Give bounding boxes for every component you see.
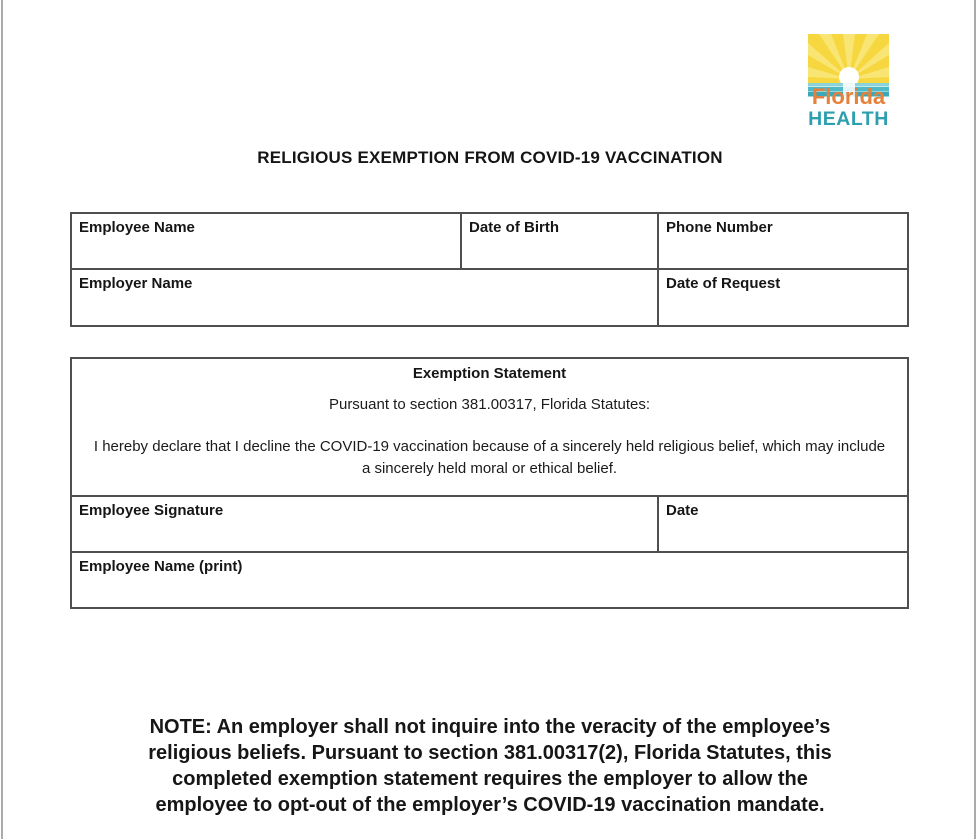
pursuant-text: Pursuant to section 381.00317, Florida Statutes: xyxy=(328,396,651,413)
employee-signature-label: Employee Signature xyxy=(79,502,224,519)
info-row-1 xyxy=(72,214,907,270)
statement-row xyxy=(72,359,907,497)
employer-name-field[interactable] xyxy=(72,270,659,326)
logo-word-florida: Florida xyxy=(811,84,886,109)
name-print-row xyxy=(72,553,907,607)
declaration-text: I hereby declare that I decline the COVID-19 vaccination because of a sincerely held religious belief, which may include a sincerely held moral or ethical belief. xyxy=(93,438,886,477)
date-of-birth-field[interactable] xyxy=(462,214,659,268)
note-line-4: employee to opt-out of the employer’s COVID-19 vaccination mandate. xyxy=(155,794,825,816)
note-line-2: religious beliefs. Pursuant to section 381.00317(2), Florida Statutes, this xyxy=(148,742,832,764)
date-of-birth-label: Date of Birth xyxy=(469,219,559,236)
exemption-statement-cell xyxy=(72,359,907,495)
date-of-request-label: Date of Request xyxy=(666,275,781,292)
note-line-3: completed exemption statement requires the employer to allow the xyxy=(172,768,808,790)
employer-name-label: Employer Name xyxy=(79,275,193,292)
florida-health-logo xyxy=(807,33,890,127)
employee-name-field[interactable] xyxy=(72,214,462,268)
employer-note xyxy=(0,714,980,818)
logo-word-health: HEALTH xyxy=(808,108,889,127)
exemption-statement-table xyxy=(70,357,909,609)
signature-row xyxy=(72,497,907,553)
info-row-2 xyxy=(72,270,907,326)
employee-name-print-field[interactable] xyxy=(72,553,907,607)
date-of-request-field[interactable] xyxy=(659,270,907,326)
note-line-1: NOTE: An employer shall not inquire into the veracity of the employee’s xyxy=(149,716,831,738)
date-label: Date xyxy=(666,502,699,519)
employee-signature-field[interactable] xyxy=(72,497,659,551)
employee-name-label: Employee Name xyxy=(79,219,195,236)
exemption-statement-heading: Exemption Statement xyxy=(412,365,567,382)
employee-name-print-label: Employee Name (print) xyxy=(79,558,243,575)
phone-number-field[interactable] xyxy=(659,214,907,268)
document-title: RELIGIOUS EXEMPTION FROM COVID-19 VACCINATION xyxy=(257,148,723,167)
phone-number-label: Phone Number xyxy=(666,219,773,236)
signature-date-field[interactable] xyxy=(659,497,907,551)
employee-info-table xyxy=(70,212,909,327)
